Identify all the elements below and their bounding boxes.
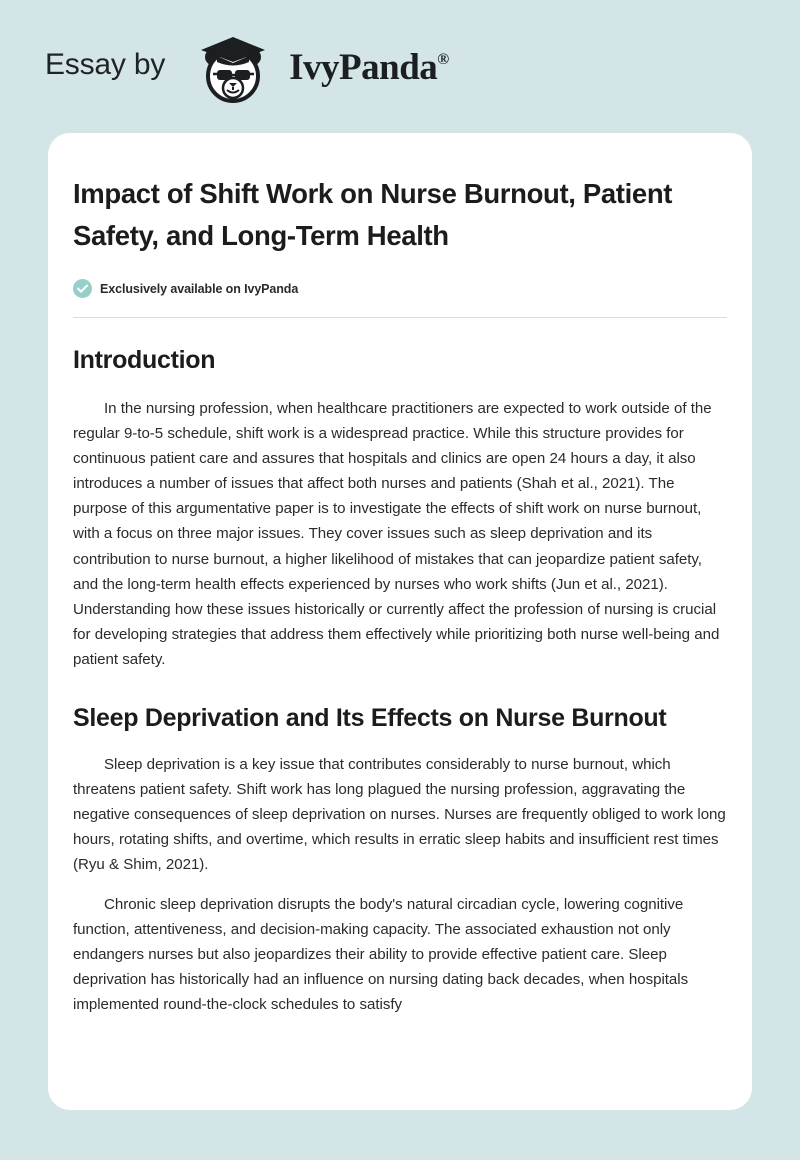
status-badge <box>73 279 727 298</box>
brand-wordmark: IvyPanda <box>289 47 438 88</box>
status-badge-label: Exclusively available on IvyPanda <box>100 281 299 296</box>
section-heading-introduction: Introduction <box>73 346 216 374</box>
paragraph: In the nursing profession, when healthcare practitioners are expected to work outside of the regular 9-to-5 schedule, shift work is a widespread practice. While this structure provides for continuous patient care and assures that hospitals and clinics are open 24 hours a day, it also introduces a number of issues that affect both nurses and patients (Shah et al., 2021). The purpose of this argumentative paper is to investigate the effects of shift work on nurse burnout, with a focus on three major issues. They cover issues such as sleep deprivation and its contribution to nurse burnout, a higher likelihood of mistakes that can jeopardize patient safety, and the long-term health effects experienced by nurses who work shifts (Jun et al., 2021). Understanding how these issues historically or currently affect the profession of nursing is crucial for developing strategies that address them effectively while prioritizing both nurse well-being and patient safety. <box>73 400 720 668</box>
check-circle-icon <box>73 279 92 298</box>
paragraph: Chronic sleep deprivation disrupts the body's natural circadian cycle, lowering cognitive function, attentiveness, and decision-making capacity. The associated exhaustion not only endangers nurses but also jeopardizes their ability to provide effective patient care. Sleep deprivation has historically had an influence on nursing dating back decades, when hospitals implemented round-the-clock schedules to satisfy <box>73 895 689 1013</box>
site-header <box>0 0 800 133</box>
document-card <box>48 133 752 1110</box>
panda-graduate-icon <box>179 28 287 106</box>
paragraph: Sleep deprivation is a key issue that contributes considerably to nurse burnout, which threatens patient safety. Shift work has long plagued the nursing profession, aggravating the negative consequences of sleep deprivation on nurses. Nurses are frequently obliged to work long hours, rotating shifts, and overtime, which results in erratic sleep habits and insufficient rest times (Ryu & Shim, 2021). <box>73 756 726 874</box>
essay-by-label: Essay by <box>45 48 166 81</box>
header-divider <box>73 317 727 318</box>
section-heading-sleep-deprivation: Sleep Deprivation and Its Effects on Nurse Burnout <box>73 704 667 733</box>
page-title: Impact of Shift Work on Nurse Burnout, Patient Safety, and Long-Term Health <box>73 178 673 251</box>
ivypanda-logo[interactable] <box>179 28 449 106</box>
registered-trademark-symbol: ® <box>437 50 450 68</box>
